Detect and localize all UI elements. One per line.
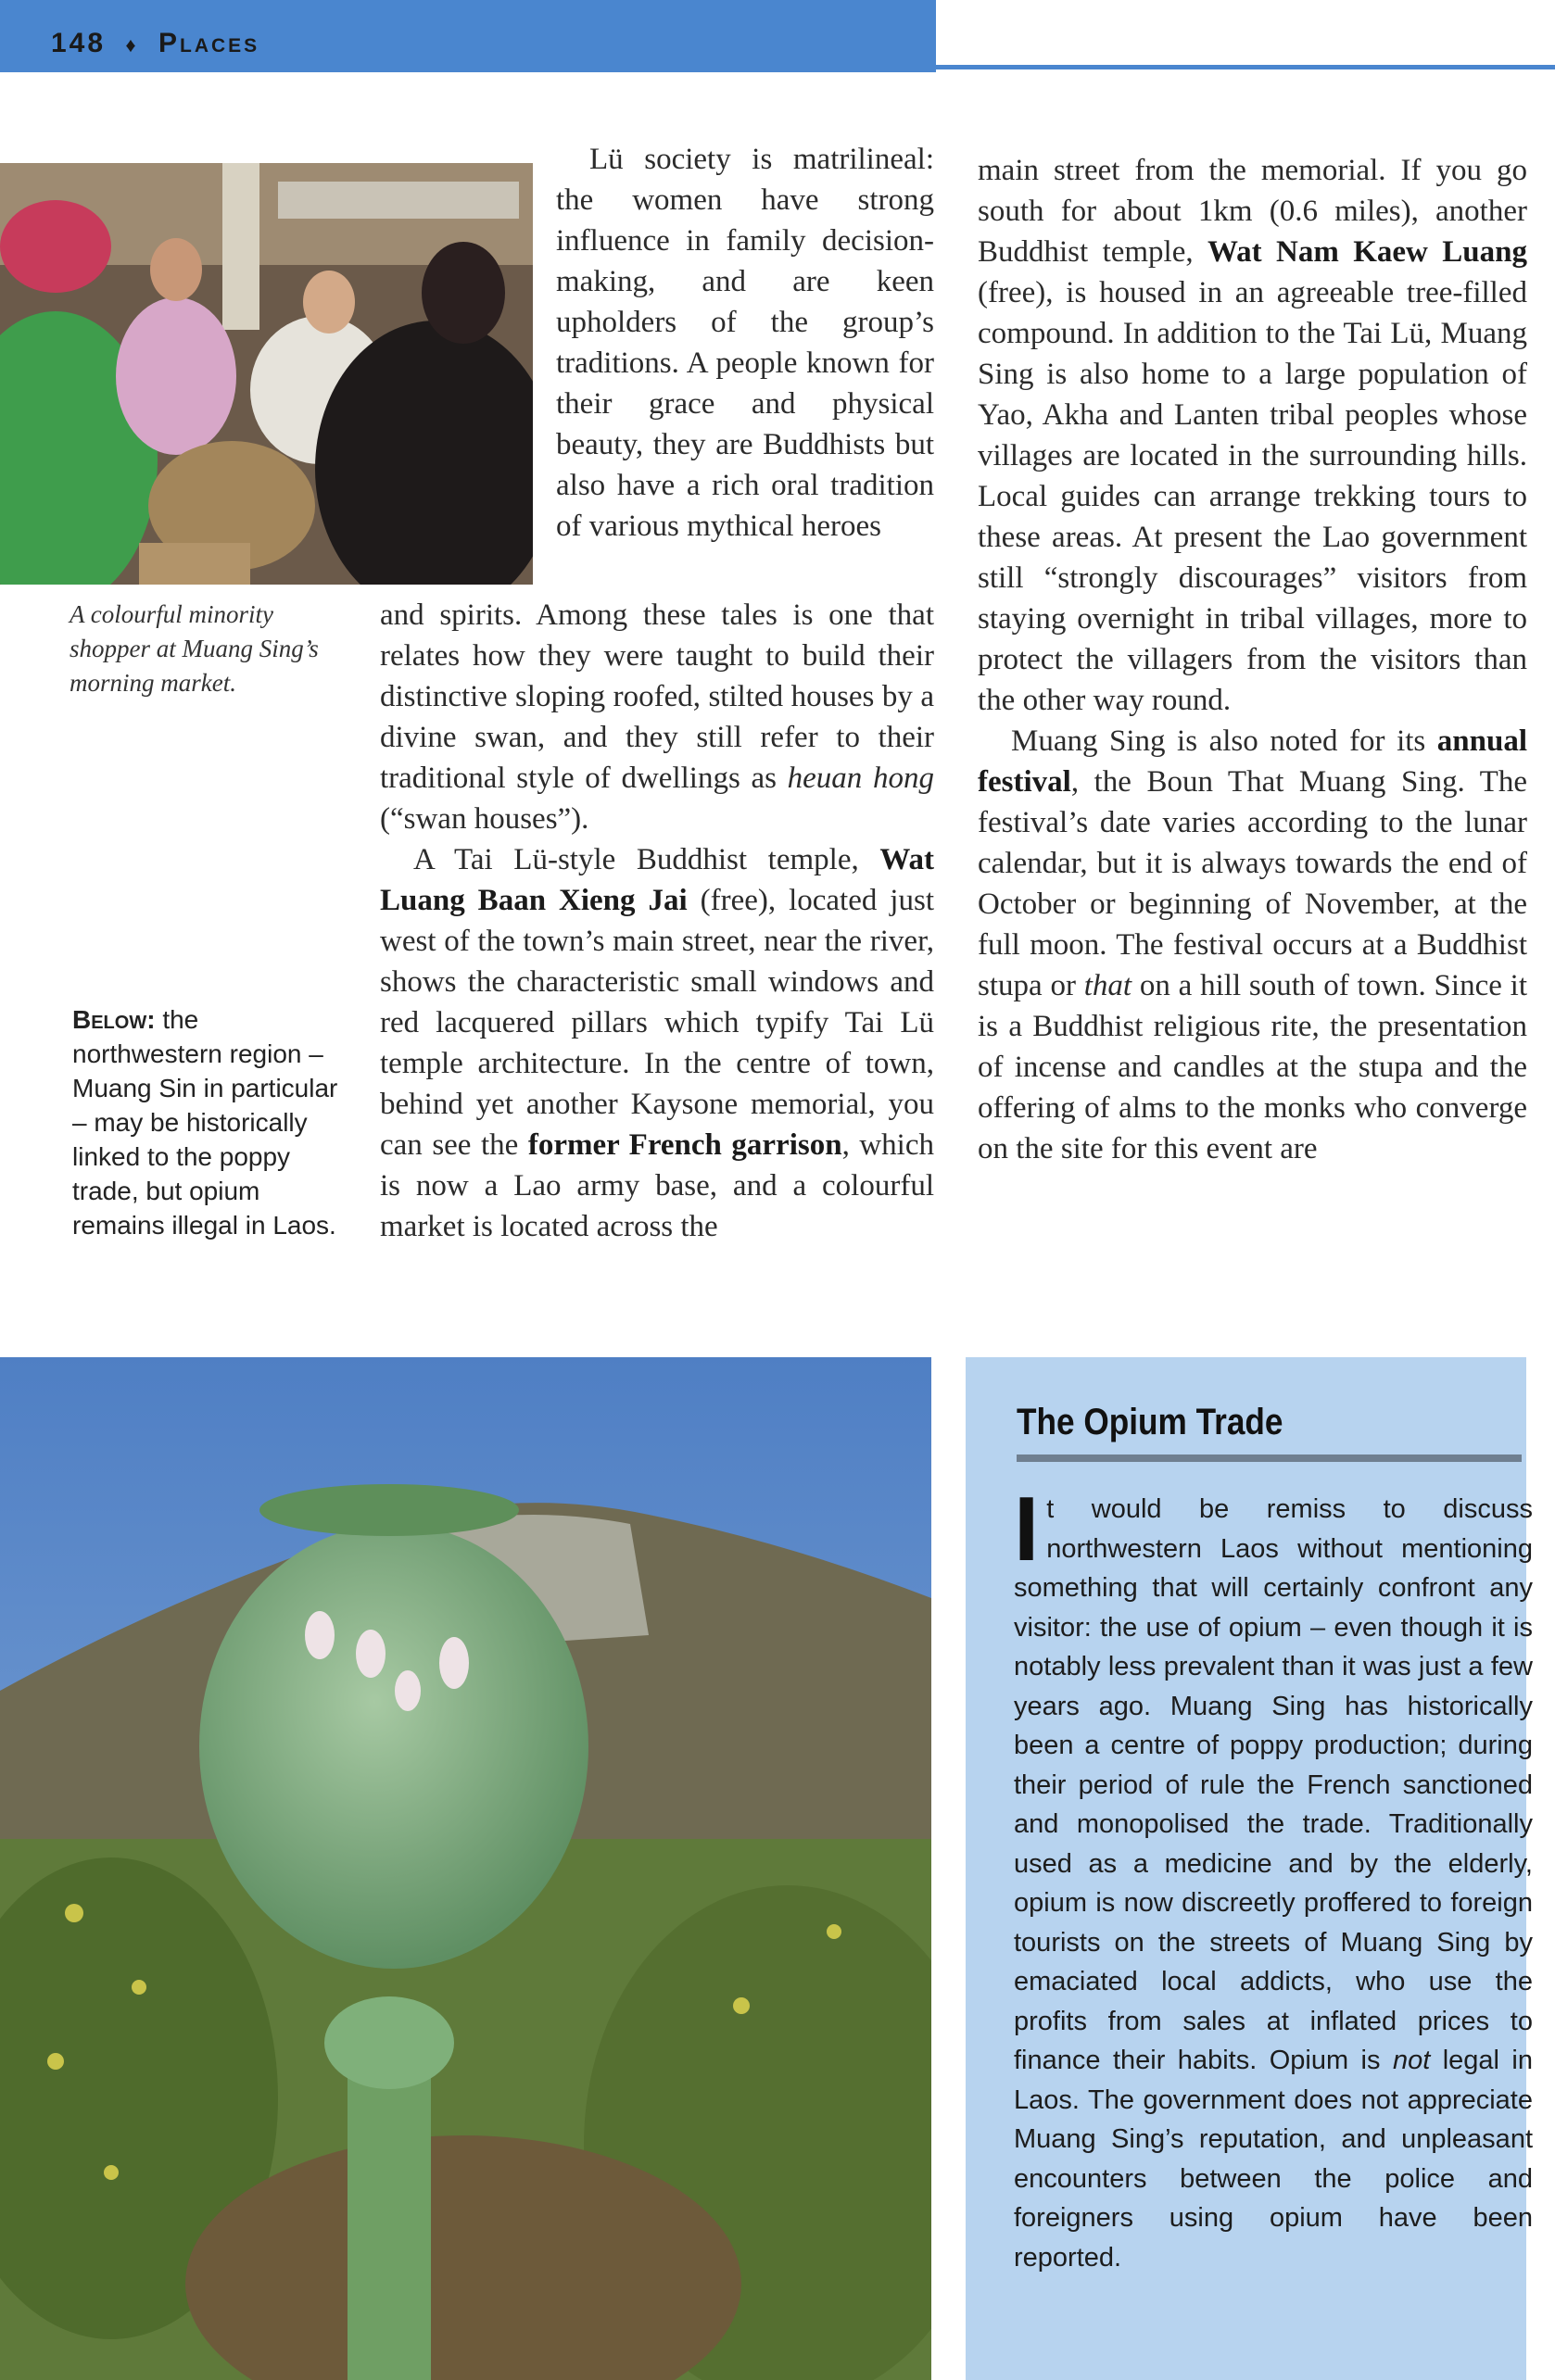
column-2-top [556,139,934,547]
paragraph: main street from the memorial. If you go south for about 1km (0.6 miles), another Buddhist temple, Wat Nam Kaew Luang (free), is housed in an agreeable tree-filled compound. In addition to the Tai Lü, Muang Sing is also home to a large population of Yao, Akha and Lanten tribal peoples whose villages are located in the surrounding hills. Local guides can arrange trekking tours to these areas. At present the Lao government still “strongly discourages” visitors from staying overnight in tribal villages, more to protect the villagers from the visitors than the other way round. [978,154,1527,717]
paragraph: Muang Sing is also noted for its annual festival, the Boun That Muang Sing. The festival’s date varies according to the lunar calendar, but it is always towards the end of October or beginning of November, at the full moon. The festival occurs at a Buddhist stupa or that on a hill south of town. Since it is a Buddhist religious rite, the presentation of incense and candles at the stupa and the offering of alms to the monks who converge on the site for this event are [978,724,1527,1165]
diamond-icon: ♦ [125,33,139,57]
sidebar-rule [1017,1454,1522,1462]
column-3 [978,150,1527,1169]
market-photo [0,163,533,585]
caption-text: the northwestern region – Muang Sin in particular – may be historically linked to the poppy trade, but opium remains illegal in Laos. [72,1005,338,1240]
poppy-photo [0,1357,931,2380]
header-rule [936,65,1555,69]
sidebar-body: It would be remiss to discuss northwestern Laos without mentioning something that will certainly confront any visitor: the use of opium – even though it is notably less prevalent than it was just a few years ago. Muang Sing has historically been a centre of poppy production; during their period of rule the French sanctioned and monopolised the trade. Traditionally used as a medicine and by the elderly, opium is now discreetly proffered to foreign tourists on the streets of Muang Sing by emaciated local addicts, who use the profits from sales at inflated prices to finance their habits. Opium is not legal in Laos. The government does not appreciate Muang Sing’s reputation, and unpleasant encounters between the police and foreigners using opium have been reported. [1014,1478,1533,2273]
photo-caption-below [72,1002,350,1242]
running-header [51,28,259,59]
drop-cap: I [1014,1478,1040,1580]
column-2-main [380,595,934,1247]
caption-lead: Below: [72,1005,156,1034]
sidebar-box [966,1357,1533,2380]
paragraph: A Tai Lü-style Buddhist temple, Wat Luang Baan Xieng Jai (free), located just west of the town’s main street, near the river, shows the characteristic small windows and red lacquered pillars which typify Tai Lü temple architecture. In the centre of town, behind yet another Kaysone memorial, you can see the former French garrison, which is now a Lao army base, and a colourful market is located across the [380,843,934,1243]
sidebar-title: The Opium Trade [1017,1402,1283,1442]
paragraph: and spirits. Among these tales is one that relates how they were taught to build their distinctive sloping roofed, stilted houses by a divine swan, and they still refer to their traditional style of dwellings as heuan hong (“swan houses”). [380,598,934,836]
section-title: Places [158,28,260,58]
paragraph: Lü society is matrilineal: the women have strong influence in family decision-making, and are keen upholders of the group’s traditions. A people known for their grace and physical beauty, they are Buddhists but also have a rich oral tradition of various mythical heroes [556,143,934,543]
photo-caption-top: A colourful minority shopper at Muang Sing’s morning market. [70,600,319,697]
page-number: 148 [51,28,107,58]
